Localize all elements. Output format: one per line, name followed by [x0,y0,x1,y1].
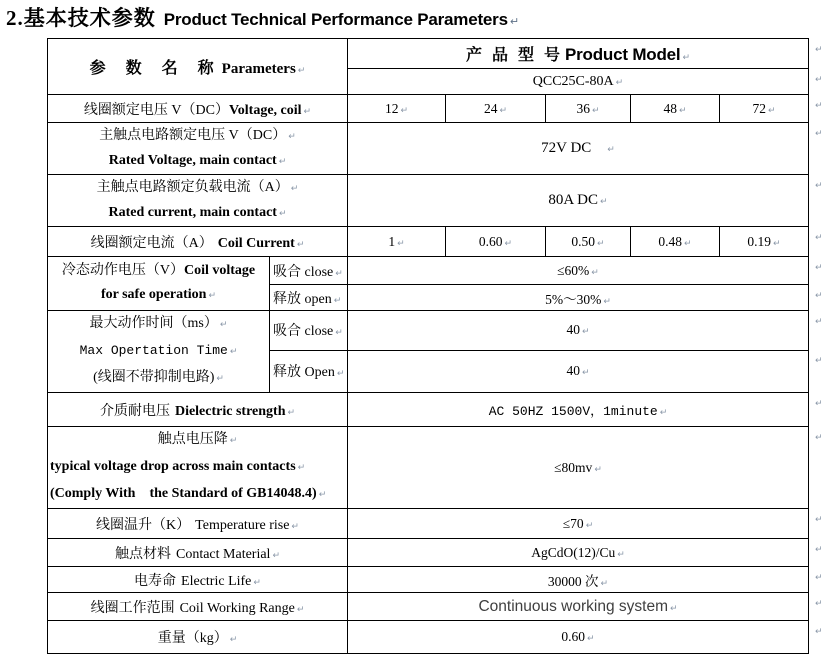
pilcrow-mark-icon: ↵ [600,197,608,207]
pilcrow-mark-icon: ↵ [597,238,605,249]
label-zh: 线圈温升（K） [96,517,191,533]
pilcrow-mark-icon: ↵ [587,634,595,644]
param-label-contact-material [48,539,348,567]
row-end-mark [809,311,831,351]
params-header-en: Parameters [221,61,296,77]
table-row [48,427,831,509]
pilcrow-mark-icon: ↵ [581,327,590,338]
pilcrow-mark-icon: ↵ [669,603,678,614]
param-label-cold-voltage [48,257,270,311]
pilcrow-mark-icon: ↵ [335,328,343,339]
row-end-mark [809,593,831,621]
pilcrow-mark-icon: ↵ [499,105,508,116]
max-time-open-value [348,350,809,392]
pilcrow-mark-icon: ↵ [229,347,238,357]
pilcrow-mark-icon: ↵ [335,268,343,279]
coil-voltage-value-1 [348,95,446,123]
pilcrow-mark-icon: ↵ [591,267,599,278]
page-title-en: Product Technical Performance Parameters [163,10,508,29]
label-en: Temperature rise [195,517,290,533]
row-end-mark [809,227,831,257]
label-note: (线圈不带抑制电路) [93,370,215,385]
pilcrow-mark-icon: ↵ [303,106,312,117]
cell-value: 80A DC [548,192,599,208]
pilcrow-mark-icon: ↵ [815,356,823,367]
cell-value: AC 50HZ 1500V，1minute [488,404,658,419]
param-label-electric-life [48,567,348,593]
pilcrow-mark-icon: ↵ [682,53,691,63]
cell-value: 30000 次 [547,573,599,589]
pilcrow-mark-icon: ↵ [815,398,823,409]
table-row [48,123,831,175]
label-en: Rated current, main contact [108,204,277,220]
label-zh: 线圈额定电流（A） [90,235,213,251]
table-row [48,175,831,227]
label-en: Dielectric strength [174,403,286,419]
model-value-cell [348,69,809,95]
electric-life-value [348,567,809,593]
pilcrow-mark-icon: ↵ [336,369,345,380]
label-zh: 重量（kg） [157,631,228,646]
table-row [48,39,831,69]
table-row [48,393,831,427]
table-row [48,509,831,539]
pilcrow-mark-icon: ↵ [617,549,625,560]
pilcrow-mark-icon: ↵ [815,544,823,555]
pilcrow-mark-icon: ↵ [253,577,261,588]
pilcrow-mark-icon: ↵ [278,208,287,219]
coil-voltage-value-5 [720,95,809,123]
label-en: Voltage, coil [228,102,302,118]
pilcrow-mark-icon: ↵ [400,105,409,116]
pilcrow-mark-icon: ↵ [318,490,327,500]
label-en: Max Opertation Time [79,343,228,358]
pilcrow-mark-icon: ↵ [290,183,299,194]
pilcrow-mark-icon: ↵ [815,180,823,191]
sublabel-text: 吸合 close [273,324,334,340]
params-header-cell [48,39,348,95]
label-en: Coil voltage [183,263,256,278]
cell-value: ≤60% [557,262,590,278]
pilcrow-mark-icon: ↵ [278,156,287,167]
pilcrow-mark-icon: ↵ [815,74,823,85]
max-time-close-value [348,311,809,351]
parameters-table [47,38,831,654]
pilcrow-mark-icon: ↵ [815,432,823,443]
coil-current-value-2 [446,227,546,257]
pilcrow-mark-icon: ↵ [297,66,306,76]
param-label-voltage-drop [48,427,348,509]
label-zh: 触点电压降 [157,432,228,447]
sublabel-open [270,285,348,311]
label-zh: 最大动作时间（ms） [89,316,218,331]
pilcrow-mark-icon: ↵ [585,520,594,531]
cell-value: 0.60 [478,233,503,249]
pilcrow-mark-icon: ↵ [296,239,305,250]
table-row [48,539,831,567]
cell-value: 72 [752,100,766,116]
label-zh: 冷态动作电压（V） [61,263,184,278]
table-row [48,257,831,285]
sublabel-close [270,311,348,351]
coil-voltage-value-3 [546,95,631,123]
cell-value: 0.50 [571,233,596,249]
cell-value: ≤70 [562,515,584,531]
contact-material-value [348,539,809,567]
pilcrow-mark-icon: ↵ [504,238,513,249]
row-end-mark [809,393,831,427]
cell-value: Continuous working system [478,597,668,615]
label-zh: 介质耐电压 [99,403,170,419]
label-zh: 触点材料 [114,546,171,562]
label-zh: 主触点电路额定电压 V（DC） [99,127,287,143]
cell-value: AgCdO(12)/Cu [531,544,616,560]
row-end-mark [809,123,831,175]
page-title-zh: 2.基本技术参数 [6,6,156,30]
pilcrow-mark-icon: ↵ [297,463,306,473]
param-label-coil-voltage [48,95,348,123]
pilcrow-mark-icon: ↵ [684,238,692,249]
cell-value: 1 [388,233,396,249]
model-header-cell [348,39,809,69]
temp-rise-value [348,509,809,539]
cold-voltage-open-value [348,285,809,311]
pilcrow-mark-icon: ↵ [815,598,823,609]
pilcrow-mark-icon: ↵ [815,100,823,111]
page-title [6,2,519,32]
pilcrow-mark-icon: ↵ [291,521,299,532]
pilcrow-mark-icon: ↵ [678,105,687,116]
param-label-rated-voltage [48,123,348,175]
pilcrow-mark-icon: ↵ [591,105,600,116]
pilcrow-mark-icon: ↵ [815,316,823,327]
pilcrow-mark-icon: ↵ [208,291,217,301]
pilcrow-mark-icon: ↵ [333,295,342,306]
cell-value: 48 [663,100,677,116]
model-header-zh: 产 品 型 号 [465,47,563,64]
label-en: Electric Life [181,573,252,589]
label-en: Coil Working Range [179,600,295,616]
table-row [48,311,831,351]
param-label-temp-rise [48,509,348,539]
cell-value: 0.60 [561,629,586,644]
pilcrow-mark-icon: ↵ [815,290,823,301]
pilcrow-mark-icon: ↵ [229,436,238,446]
label-en: Contact Material [175,546,271,562]
pilcrow-mark-icon: ↵ [815,44,823,55]
coil-voltage-value-4 [631,95,720,123]
cell-value: 72V DC [541,140,592,156]
cell-value: 0.19 [747,233,772,249]
cell-value: 40 [566,322,580,338]
pilcrow-mark-icon: ↵ [815,572,823,583]
label-en: Rated Voltage, main contact [108,152,277,168]
label-en: Coil Current [217,235,295,251]
dielectric-value [348,393,809,427]
table-row [48,227,831,257]
pilcrow-mark-icon: ↵ [216,374,224,384]
model-value: QCC25C-80A [532,73,614,89]
pilcrow-mark-icon: ↵ [615,77,624,88]
param-label-max-time [48,311,270,393]
coil-current-value-1 [348,227,446,257]
model-header-en: Product Model [565,45,681,64]
rated-voltage-value [348,123,809,175]
cell-value: 40 [566,363,580,379]
coil-current-value-3 [546,227,631,257]
cell-value: 12 [384,100,399,116]
row-end-mark [809,39,831,69]
sublabel-text: 释放 open [273,291,332,307]
row-end-mark [809,567,831,593]
cell-value: 24 [483,100,498,116]
label-en: typical voltage drop across main contacts [50,459,296,474]
row-end-mark [809,257,831,285]
cell-value: 0.48 [658,233,683,249]
row-end-mark [809,350,831,392]
voltage-drop-value [348,427,809,509]
cold-voltage-close-value [348,257,809,285]
coil-voltage-value-2 [446,95,546,123]
params-header-zh: 参 数 名 称 [89,60,216,77]
sublabel-text: 吸合 close [273,264,334,280]
cell-value: 5%～30% [545,291,602,307]
cell-value: ≤80mv [554,459,593,475]
pilcrow-mark-icon: ↵ [815,232,823,243]
pilcrow-mark-icon: ↵ [288,131,296,142]
row-end-mark [809,509,831,539]
pilcrow-mark-icon: ↵ [509,15,520,28]
row-end-mark [809,95,831,123]
param-label-coil-range [48,593,348,621]
coil-range-value [348,593,809,621]
row-end-mark [809,175,831,227]
row-end-mark [809,427,831,509]
sublabel-text: 释放 Open [273,365,335,381]
label-zh: 线圈工作范围 [90,600,175,616]
label-en2: for safe operation [100,287,207,302]
pilcrow-mark-icon: ↵ [229,635,238,645]
pilcrow-mark-icon: ↵ [815,128,823,139]
label-zh: 线圈额定电压 V（DC） [83,102,229,118]
param-label-rated-current [48,175,348,227]
row-end-mark [809,539,831,567]
row-end-mark [809,285,831,311]
row-end-mark [809,69,831,95]
param-label-dielectric [48,393,348,427]
rated-current-value [348,175,809,227]
param-label-coil-current [48,227,348,257]
pilcrow-mark-icon: ↵ [607,145,615,155]
label-zh: 电寿命 [134,573,177,589]
pilcrow-mark-icon: ↵ [272,550,280,561]
label-note: (Comply With the Standard of GB14048.4) [50,486,317,501]
pilcrow-mark-icon: ↵ [594,464,602,475]
pilcrow-mark-icon: ↵ [287,407,296,418]
pilcrow-mark-icon: ↵ [659,408,668,418]
cell-value: 36 [576,100,590,116]
pilcrow-mark-icon: ↵ [581,368,590,379]
pilcrow-mark-icon: ↵ [773,238,781,249]
label-zh: 主触点电路额定负载电流（A） [96,179,289,195]
pilcrow-mark-icon: ↵ [397,238,405,249]
pilcrow-mark-icon: ↵ [815,626,823,637]
table-row [48,567,831,593]
sublabel-close [270,257,348,285]
pilcrow-mark-icon: ↵ [815,514,823,525]
table-row [48,95,831,123]
coil-current-value-5 [720,227,809,257]
coil-current-value-4 [631,227,720,257]
pilcrow-mark-icon: ↵ [767,105,776,116]
sublabel-open [270,350,348,392]
pilcrow-mark-icon: ↵ [600,578,609,589]
pilcrow-mark-icon: ↵ [603,296,611,307]
table-row [48,593,831,621]
pilcrow-mark-icon: ↵ [815,262,823,273]
pilcrow-mark-icon: ↵ [296,604,305,615]
pilcrow-mark-icon: ↵ [219,320,228,330]
